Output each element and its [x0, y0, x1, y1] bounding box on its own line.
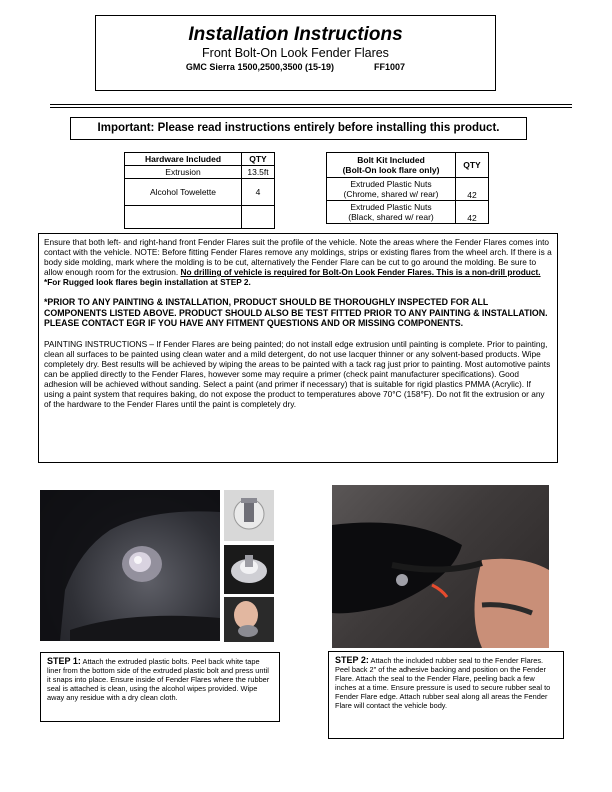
step1-text: Attach the extruded plastic bolts. Peel back white tape liner from the bottom side of the extruded plastic bolt and press until it snaps into place. Ensure inside of Fender Flares where the rubber seal is attached is clean, using the alcohol wipes provided. Wipe away any residue with a dry clean cloth.: [47, 657, 270, 702]
page-title: Installation Instructions: [188, 24, 403, 45]
step1-photo-main: [40, 490, 220, 641]
table-row: [125, 206, 275, 229]
table-row: [125, 166, 275, 179]
table-cell: 13.5ft: [242, 166, 275, 179]
step1-photo-nut: [224, 545, 274, 594]
step1-box: [40, 652, 280, 722]
table-cell: 4: [242, 179, 275, 206]
table-row: [125, 179, 275, 206]
step2-label: STEP 2:: [335, 655, 369, 665]
divider-bottom: [50, 107, 572, 108]
table-header-cell: QTY: [456, 153, 489, 178]
table-cell: [125, 206, 242, 229]
step1-label: STEP 1:: [47, 656, 81, 666]
hardware-table: [124, 152, 275, 229]
table-header-cell: QTY: [242, 153, 275, 166]
table-cell: 42: [456, 178, 489, 201]
table-cell: [242, 206, 275, 229]
step2-photo: [332, 485, 549, 648]
table-header-row: [125, 153, 275, 166]
table-cell: Alcohol Towelette: [125, 179, 242, 206]
table-cell: Extruded Plastic Nuts (Chrome, shared w/ rear): [327, 178, 456, 201]
step2-box: [328, 651, 564, 739]
table-header-cell: Bolt Kit Included (Bolt-On look flare only): [327, 153, 456, 178]
step1-photo-press: [224, 597, 274, 642]
table-cell: Extruded Plastic Nuts (Black, shared w/ rear): [327, 201, 456, 224]
table-row: [327, 178, 489, 201]
step1-photo-bolt: [224, 490, 274, 541]
model-line: [96, 62, 495, 72]
table-header-cell: Hardware Included: [125, 153, 242, 166]
header-box: [95, 15, 496, 91]
fitment-paragraph: [44, 237, 552, 277]
inspection-warning: *PRIOR TO ANY PAINTING & INSTALLATION, PRODUCT SHOULD BE THOROUGHLY INSPECTED FOR ALL COMPONENTS LISTED ABOVE. PRODUCT SHOULD ALSO BE TEST FITTED PRIOR TO ANY PAINTING & INSTALLATION. PLEASE CONTACT EGR IF YOU HAVE ANY FITMENT QUESTIONS AND OR MISSING COMPONENTS.: [44, 297, 548, 328]
page-subtitle: Front Bolt-On Look Fender Flares: [202, 46, 389, 60]
important-notice: Important: Please read instructions entirely before installing this product.: [70, 117, 527, 140]
painting-instructions: PAINTING INSTRUCTIONS – If Fender Flares are being painted; do not install edge extrusion until painting is complete. Prior to painting, clean all surfaces to be painted using clean water and a mild detergent, do not use lacquer thinner or any solvent-based products. Wipe completely dry. Best results will be achieved by wiping the areas to be painted with a tack rag just prior to painting. Most automotive paints can be applied directly to the Fender Flares, however some may require a primer (check paint manufacturer specifications). Good adhesion will be achieved without sanding. Select a paint (and primer if necessary) that is suitable for rigid plastics PMMA (Acrylic). If using a paint system that requires baking, do not expose the product to temperatures above 70°C (158°F). Do not fit the extrusion or any of the hardware to the Fender Flares until the paint is completely dry.: [44, 338, 551, 409]
table-header-row: [327, 153, 489, 178]
fitment-text: Ensure that both left- and right-hand front Fender Flares suit the profile of the vehicle. Note the areas where the Fender Flares comes into contact with the vehicle. NOTE: Before fitting Fender Flares remove any moldings, strips or existing flares from the wheel arch. If there is a body side molding, mark where the molding is to be cut, alternatively the Fender Flare can be cut to go around the molding. Be sure to allow enough room for the extrusion.: [44, 237, 552, 277]
bolt-kit-table: [326, 152, 489, 224]
table-cell: Extrusion: [125, 166, 242, 179]
divider-top: [50, 104, 572, 105]
part-number: FF1007: [374, 62, 406, 72]
table-row: [327, 201, 489, 224]
step2-text: Attach the included rubber seal to the Fender Flares. Peel back 2" of the adhesive backing and position on the Fender Flare. Attach the seal to the Fender Flare, peeling back a few inches at a time. Ensure pressure is used to secure rubber seal to Fender Flare edge. Attach rubber seal along all areas the Fender Flare will contact the vehicle body.: [335, 656, 551, 710]
instructions-text-box: [38, 233, 558, 463]
vehicle-model: GMC Sierra 1500,2500,3500 (15-19): [185, 62, 335, 72]
no-drill-note: No drilling of vehicle is required for Bolt-On Look Fender Flares. This is a non-drill product.: [180, 267, 541, 277]
table-cell: 42: [456, 201, 489, 224]
rugged-note: *For Rugged look flares begin installation at STEP 2.: [44, 277, 251, 287]
